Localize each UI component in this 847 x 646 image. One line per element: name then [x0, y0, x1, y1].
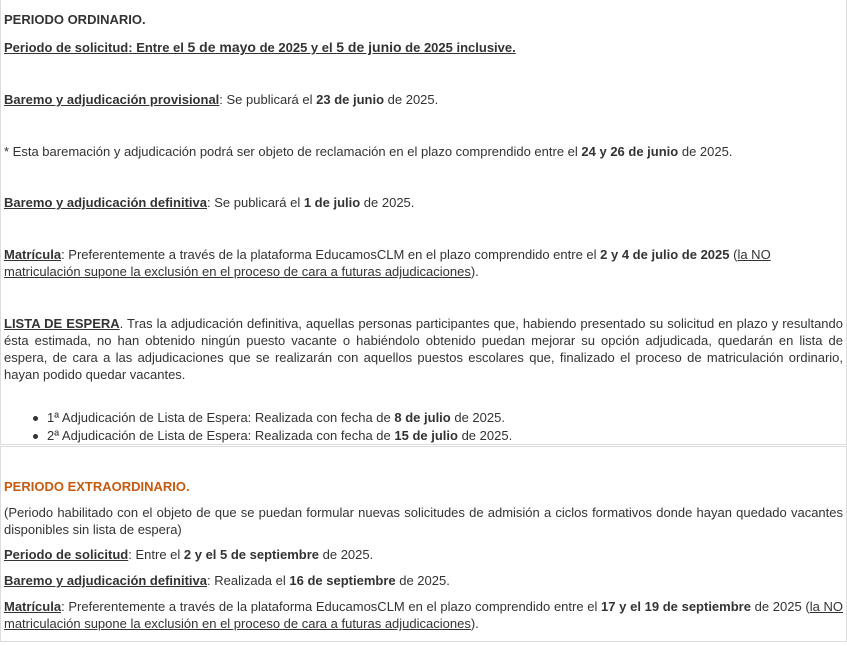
- extra-solicitud-text-2: de 2025.: [319, 547, 374, 562]
- extra-solicitud-text-1: : Entre el: [128, 547, 184, 562]
- extra-matricula-text-1: : Preferentemente a través de la plataforma EducamosCLM en el plazo comprendido entre el: [61, 599, 602, 614]
- ordinary-solicitud-line: [4, 39, 843, 56]
- solicitud-label: Periodo de solicitud: [4, 40, 129, 55]
- reclamacion-dates: 24 y 26 de junio: [581, 144, 679, 159]
- matricula-text-1: : Preferentemente a través de la plataforma EducamosCLM en el plazo comprendido entre el: [61, 247, 601, 262]
- extraordinary-title: PERIODO EXTRAORDINARIO.: [4, 479, 190, 494]
- matricula-dates: 2 y 4 de julio de 2025: [600, 247, 730, 262]
- extra-definitiva-label: Baremo y adjudicación definitiva: [4, 573, 207, 588]
- definitiva-text-1: : Se publicará el: [207, 195, 304, 210]
- lista-espera-label: LISTA DE ESPERA: [4, 316, 120, 331]
- provisional-label: Baremo y adjudicación provisional: [4, 92, 220, 107]
- extra-matricula-text-2: de 2025 (: [750, 599, 810, 614]
- waitlist-adjudications-list: [1, 409, 512, 445]
- matricula-line: [4, 246, 843, 280]
- waitlist-2-text-1: 2ª Adjudicación de Lista de Espera: Realizada con fecha de: [47, 428, 395, 443]
- provisional-date: 23 de junio: [316, 92, 385, 107]
- extra-matricula-text-3: ).: [470, 616, 479, 631]
- solicitud-date-end: 5 de junio: [336, 39, 402, 55]
- waitlist-2-text-2: de 2025.: [457, 428, 513, 443]
- extra-matricula-dates: 17 y el 19 de septiembre: [601, 599, 751, 614]
- list-item: [1, 409, 512, 427]
- provisional-text-2: de 2025.: [384, 92, 439, 107]
- reclamacion-line: [4, 143, 843, 160]
- reclamacion-text-2: de 2025.: [678, 144, 733, 159]
- solicitud-text-2: de 2025 y el: [255, 40, 337, 55]
- definitiva-date: 1 de julio: [303, 195, 361, 210]
- lista-espera-paragraph: [4, 315, 843, 383]
- ordinary-title: PERIODO ORDINARIO.: [4, 12, 146, 27]
- matricula-label: Matrícula: [4, 247, 62, 262]
- extra-solicitud-line: [4, 546, 843, 563]
- extra-definitiva-text-1: : Realizada el: [207, 573, 290, 588]
- waitlist-1-date: 8 de julio: [394, 410, 451, 425]
- extra-solicitud-label: Periodo de solicitud: [4, 547, 129, 562]
- extra-matricula-note-link: la NO matriculación supone la exclusión en el proceso de cara a futuras adjudicaciones: [4, 599, 843, 631]
- extra-definitiva-text-2: de 2025.: [395, 573, 450, 588]
- list-item: [1, 427, 512, 445]
- extra-definitiva-date: 16 de septiembre: [289, 573, 396, 588]
- extra-solicitud-dates: 2 y el 5 de septiembre: [183, 547, 320, 562]
- matricula-text-2: (: [729, 247, 738, 262]
- reclamacion-text-1: * Esta baremación y adjudicación podrá ser objeto de reclamación en el plazo comprendido entre el: [4, 144, 582, 159]
- provisional-text-1: : Se publicará el: [219, 92, 317, 107]
- extra-matricula-line: [4, 598, 843, 632]
- definitiva-line: [4, 194, 843, 211]
- solicitud-text-3: de 2025 inclusive.: [401, 40, 516, 55]
- provisional-line: [4, 91, 843, 108]
- extraordinary-period-section: [0, 446, 847, 642]
- waitlist-1-text-2: de 2025.: [450, 410, 505, 425]
- waitlist-2-date: 15 de julio: [394, 428, 458, 443]
- extra-definitiva-line: [4, 572, 843, 589]
- extra-matricula-label: Matrícula: [4, 599, 62, 614]
- solicitud-date-start: 5 de mayo: [187, 39, 256, 55]
- solicitud-text-1: : Entre el: [128, 40, 188, 55]
- lista-espera-text: . Tras la adjudicación definitiva, aquellas personas participantes que, habiendo presentado su solicitud en plazo y resultando ésta estimada, no han obtenido ningún puesto vacante o habiéndolo obtenido puedan mejorar su opción adjudicada, quedarán en lista de espera, de cara a las adjudicaciones que se realizarán con aquellos puestos escolares que, finalizado el proceso de matriculación ordinario, hayan podido quedar vacantes.: [4, 316, 843, 382]
- definitiva-label: Baremo y adjudicación definitiva: [4, 195, 207, 210]
- extraordinary-intro: (Periodo habilitado con el objeto de que se puedan formular nuevas solicitudes de admisión a ciclos formativos donde hayan quedado vacantes disponibles sin lista de espera): [4, 505, 843, 537]
- matricula-note-link: la NO matriculación supone la exclusión en el proceso de cara a futuras adjudicaciones: [4, 247, 771, 279]
- matricula-text-3: ).: [470, 264, 479, 279]
- definitiva-text-2: de 2025.: [360, 195, 415, 210]
- waitlist-1-text-1: 1ª Adjudicación de Lista de Espera: Realizada con fecha de: [47, 410, 395, 425]
